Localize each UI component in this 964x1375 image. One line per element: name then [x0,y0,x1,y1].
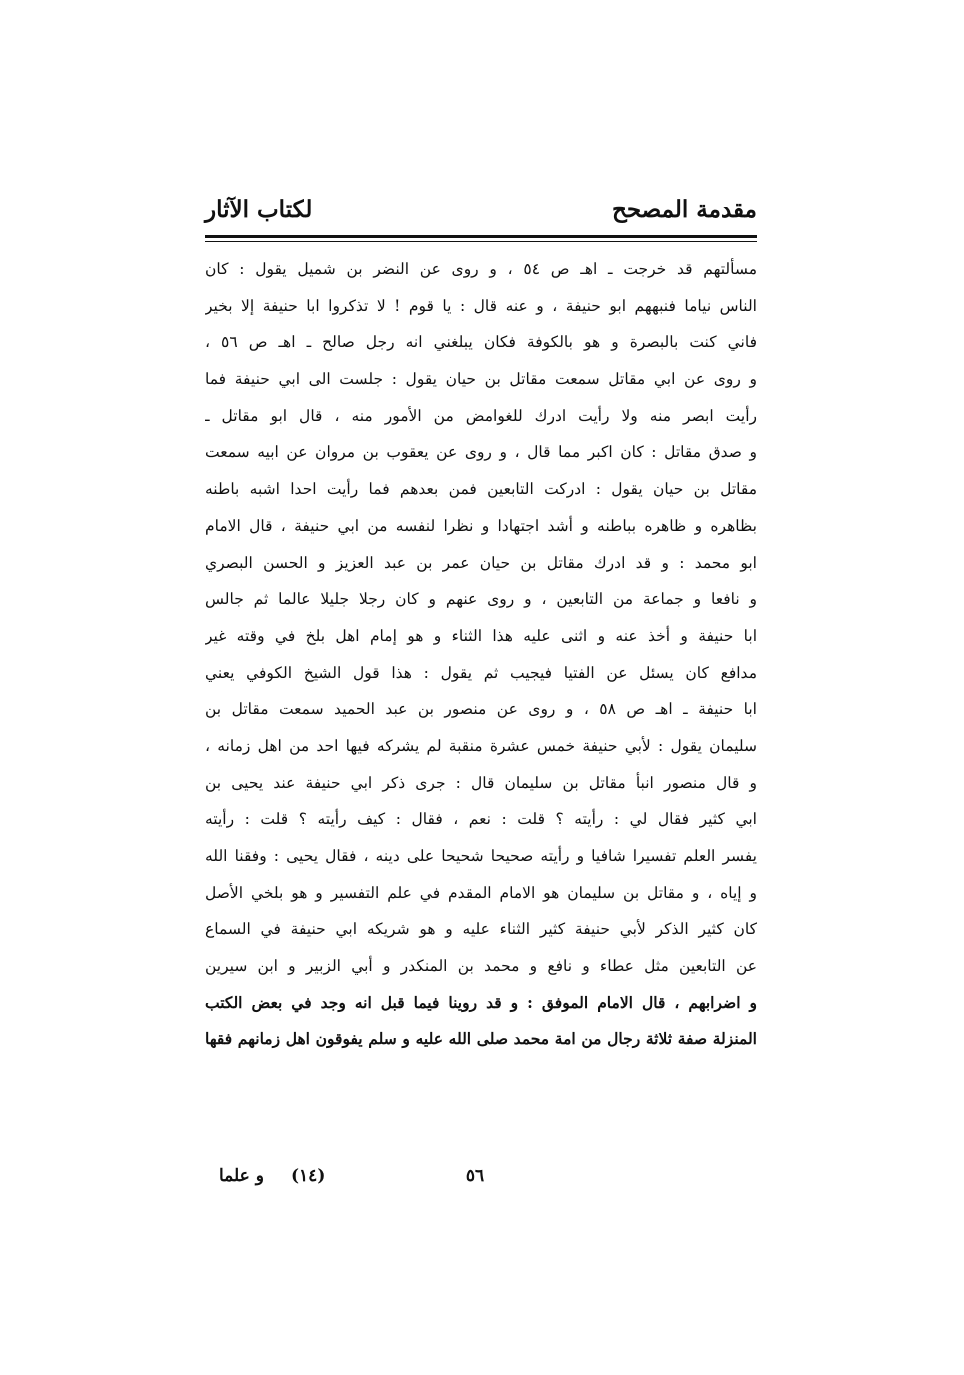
text-line: فاني كنت بالبصرة و هو بالكوفة فكان يبلغني انه رجل صالح ـ اهـ ص ٥٦ ، [205,333,757,352]
text-line: مقاتل بن حيان يقول : ادركت التابعين فمن بعدهم فما رأيت احدا اشبه باطنه [205,480,757,499]
text-line: رأيت ابصر منه ولا رأيت ادرك للغوامض من الأمور منه ، قال ابو مقاتل ـ [205,406,757,425]
signature-mark: (١٤) [291,1166,326,1186]
text-line: و قال منصور انبأ مقاتل بن سليمان قال : جرى ذكر ابي حنيفة عند يحيى بن [205,773,757,792]
text-line: مسألتهم قد خرجت ـ اهـ ص ٥٤ ، و روى عن النضر بن شميل يقول : كان [205,260,757,278]
text-line: و نافعا و جماعة من التابعين ، و روى عنهم و كان رجلا جليلا عالما ثم جالس [205,590,757,609]
text-line: عن التابعين مثل عطاء و نافع و محمد بن المنكدر و أبي الزبير و ابن سيرين [205,957,757,976]
body-text [205,251,757,1058]
catchword: و علما [219,1166,264,1186]
text-line: سليمان يقول : لأبي حنيفة خمس عشرة منقبة لم يشركه فيها احد من اهل زمانه ، [205,736,757,755]
page-footer [205,1162,757,1198]
text-line: و إياه ، و مقاتل بن سليمان هو الامام المقدم في علم التفسير و هو بلخي الأصل [205,883,757,902]
text-line: الناس نياما فنبههم ابو حنيفة ، و عنه قال : يا قوم ! لا تذكروا ابا حنيفة إلا بخير [205,296,757,315]
text-line: ابا حنيفة ـ اهـ ص ٥٨ ، و روى عن منصور بن عبد الحميد سمعت مقاتل بن [205,700,757,719]
text-line: ابا حنيفة و أخذ عنه و اثنى عليه هذا الثناء و هو إمام اهل بلخ في وقته غير [205,626,757,645]
text-line: بظاهره و ظاهره بباطنه و أشد اجتهادا و نظرا لنفسه من ابي حنيفة ، قال الامام [205,516,757,535]
text-line: مدافع كان يسئل عن الفتيا فيجيب ثم يقول : هذا قول الشيخ الكوفي يعني [205,663,757,682]
header-rule-thin [205,241,757,242]
text-line: ابي كثير فقال لي : رأيته ؟ قلت : نعم ، فقال : كيف رأيته ؟ قلت : رأيته [205,810,757,829]
page-number: ٥٦ [465,1166,485,1186]
text-line: و روى عن ابي مقاتل سمعت مقاتل بن حيان يقول : جلست الى ابي حنيفة فما [205,370,757,389]
text-line: كان كثير الذكر لأبي حنيفة كثير الثناء عليه و هو شريكه ابي حنيفة في السماع [205,920,757,939]
header-title-right: مقدمة المصحح [611,196,757,223]
text-line: ابو محمد : و قد ادرك مقاتل بن حيان عمر بن عبد العزيز و الحسن البصري [205,553,757,572]
text-line: و اضرابهم ، قال الامام الموفق : و قد روينا فيما قبل انه وجد في بعض الكتب [205,992,757,1012]
running-header [205,196,757,230]
text-line: يفسر العلم تفسيرا شافيا و رأيته صحيحا شحيحا على دينه ، فقال يحيى : وفقنا الله [205,847,757,865]
header-rule-thick [205,235,757,238]
header-title-left: لكتاب الآثار [205,196,313,223]
text-line: و صدق مقاتل : كان اكبر مما قال ، و روى عن يعقوب بن مروان عن ابيه سمعت [205,443,757,462]
text-line: المنزلة صفة ثلاثة رجال من امة محمد صلى الله عليه و سلم يفوقون اهل زمانهم فقها [205,1029,757,1049]
